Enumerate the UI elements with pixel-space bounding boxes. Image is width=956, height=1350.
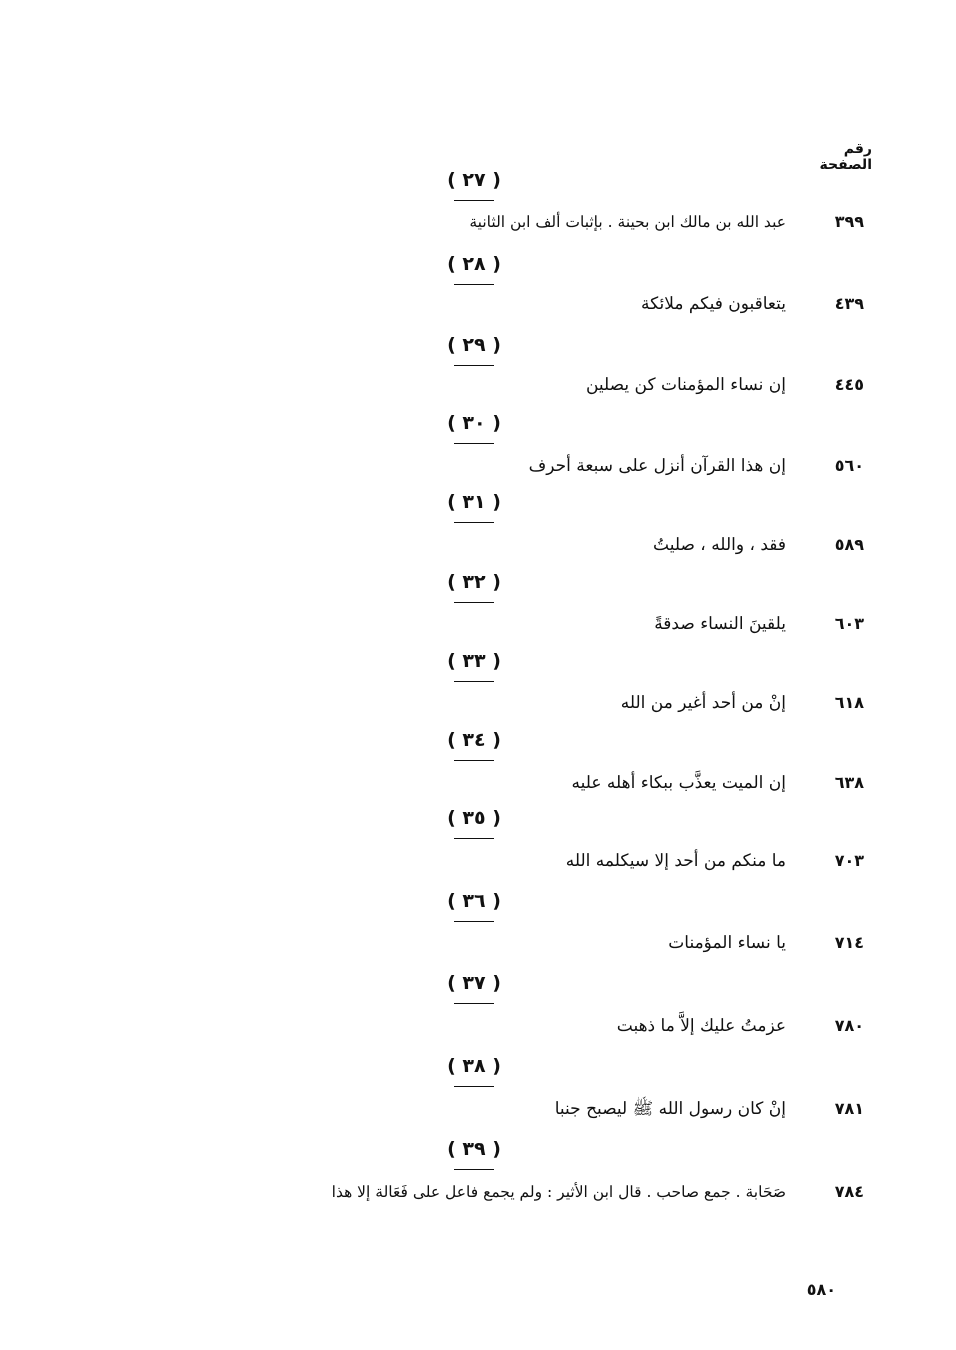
entry-text: يتعاقبون فيكم ملائكة — [640, 294, 786, 314]
group-heading-37 — [446, 971, 502, 1004]
group-underline — [454, 921, 494, 922]
group-heading-36 — [446, 889, 502, 922]
entry-text: يلقينَ النساء صدقةً — [654, 614, 786, 634]
group-heading-33 — [446, 649, 502, 682]
group-heading-35 — [446, 806, 502, 839]
group-number: ( ٢٧ ) — [447, 169, 501, 191]
group-underline — [454, 602, 494, 603]
group-number: ( ٣٤ ) — [447, 729, 501, 751]
group-underline — [454, 1003, 494, 1004]
page-column-header: رقم الصفحة — [819, 141, 872, 173]
entry-text: عزمتُ عليك إلاَّ ما ذهبت — [616, 1016, 786, 1036]
group-heading-34 — [446, 728, 502, 761]
entry-text: صَحَابة . جمع صاحب . قال ابن الأثير : ولم يجمع فاعل على فَعَالة إلا هذا — [331, 1183, 786, 1201]
entry-page-number: ٧٠٣ — [834, 851, 864, 870]
group-underline — [454, 200, 494, 201]
group-number: ( ٣٢ ) — [447, 571, 501, 593]
group-underline — [454, 681, 494, 682]
group-heading-28 — [446, 252, 502, 285]
group-number: ( ٣٥ ) — [447, 807, 501, 829]
entry-page-number: ٣٩٩ — [834, 212, 864, 231]
entry-page-number: ٥٨٩ — [834, 535, 864, 554]
group-heading-30 — [446, 411, 502, 444]
group-underline — [454, 522, 494, 523]
entry-page-number: ٥٦٠ — [834, 456, 864, 475]
group-underline — [454, 1086, 494, 1087]
entry-page-number: ٦١٨ — [834, 693, 864, 712]
group-heading-39 — [446, 1137, 502, 1170]
entry-text: إن هذا القرآن أنزل على سبعة أحرف — [528, 456, 786, 476]
group-underline — [454, 1169, 494, 1170]
entry-page-number: ٧١٤ — [834, 933, 864, 952]
entry-page-number: ٦٠٣ — [834, 614, 864, 633]
group-heading-29 — [446, 333, 502, 366]
entry-page-number: ٦٣٨ — [834, 773, 864, 792]
entry-text: إنْ كان رسول الله ﷺ ليصبح جنبا — [554, 1099, 786, 1119]
group-number: ( ٣٩ ) — [447, 1138, 501, 1160]
group-underline — [454, 838, 494, 839]
entry-text: عبد الله بن مالك ابن بحينة . بإثبات ألف ابن الثانية — [469, 213, 786, 231]
entry-page-number: ٤٣٩ — [834, 294, 864, 313]
group-number: ( ٣٨ ) — [447, 1055, 501, 1077]
entry-text: فقد ، والله ، صليتُ — [653, 535, 786, 555]
group-number: ( ٣٠ ) — [447, 412, 501, 434]
page-number: ٥٨٠ — [806, 1280, 836, 1299]
group-number: ( ٣١ ) — [447, 491, 501, 513]
entry-page-number: ٤٤٥ — [834, 375, 864, 394]
entry-text: ما منكم من أحد إلا سيكلمه الله — [565, 851, 786, 871]
group-number: ( ٣٧ ) — [447, 972, 501, 994]
group-number: ( ٢٩ ) — [447, 334, 501, 356]
group-number: ( ٣٦ ) — [447, 890, 501, 912]
group-heading-32 — [446, 570, 502, 603]
entry-text: إن نساء المؤمنات كن يصلين — [585, 375, 786, 395]
entry-text: إنْ من أحد أغير من الله — [620, 693, 786, 713]
entry-page-number: ٧٨٠ — [834, 1016, 864, 1035]
group-number: ( ٢٨ ) — [447, 253, 501, 275]
entry-page-number: ٧٨٤ — [834, 1182, 864, 1201]
group-underline — [454, 365, 494, 366]
group-heading-38 — [446, 1054, 502, 1087]
group-number: ( ٣٣ ) — [447, 650, 501, 672]
group-heading-27 — [446, 168, 502, 201]
entry-page-number: ٧٨١ — [834, 1099, 864, 1118]
group-underline — [454, 443, 494, 444]
group-underline — [454, 760, 494, 761]
entry-text: إن الميت يعذَّب ببكاء أهله عليه — [571, 773, 786, 793]
group-heading-31 — [446, 490, 502, 523]
entry-text: يا نساء المؤمنات — [668, 933, 786, 953]
group-underline — [454, 284, 494, 285]
